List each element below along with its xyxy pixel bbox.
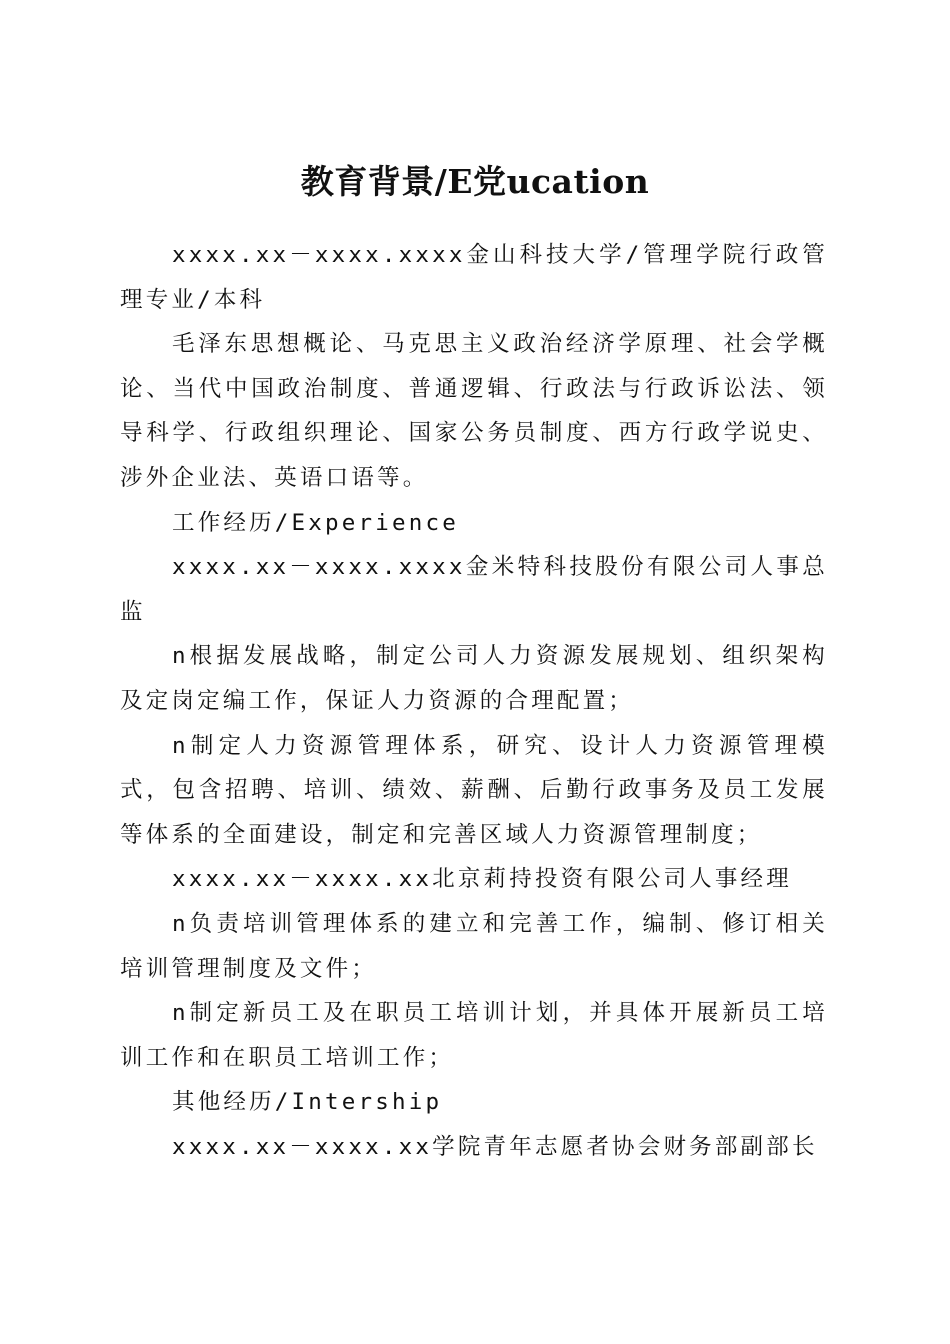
job-2-duty-2: n制定新员工及在职员工培训计划，并具体开展新员工培训工作和在职员工培训工作； (120, 1000, 828, 1071)
job-2-title: xxxx.xx－xxxx.xx北京莉持投资有限公司人事经理 (172, 866, 792, 893)
job-2-duty-1: n负责培训管理体系的建立和完善工作，编制、修订相关培训管理制度及文件； (120, 910, 828, 982)
courses-paragraph: 毛泽东思想概论、马克思主义政治经济学原理、社会学概论、当代中国政治制度、普通逻辑、行政法与行政诉讼法、领导科学、行政组织理论、国家公务员制度、西方行政学说史、涉外企业法、英语口语等。 (120, 331, 828, 491)
document-title: 教育背景/E党ucation (300, 162, 650, 202)
education-period-paragraph: xxxx.xx－xxxx.xxxx金山科技大学/管理学院行政管理专业/本科 (120, 242, 828, 313)
other-experience-heading: 其他经历/Intership (172, 1089, 443, 1116)
work-experience-heading: 工作经历/Experience (172, 509, 460, 536)
job-1-duty-1: n根据发展战略，制定公司人力资源发展规划、组织架构及定岗定编工作，保证人力资源的合理配置； (120, 643, 828, 714)
job-1-title: xxxx.xx－xxxx.xxxx金米特科技股份有限公司人事总监 (120, 554, 828, 625)
document-body (120, 233, 828, 1169)
other-experience-item: xxxx.xx－xxxx.xx学院青年志愿者协会财务部副部长 (172, 1133, 818, 1160)
job-1-duty-2: n制定人力资源管理体系，研究、设计人力资源管理模式，包含招聘、培训、绩效、薪酬、后勤行政事务及员工发展等体系的全面建设，制定和完善区域人力资源管理制度； (120, 732, 828, 848)
